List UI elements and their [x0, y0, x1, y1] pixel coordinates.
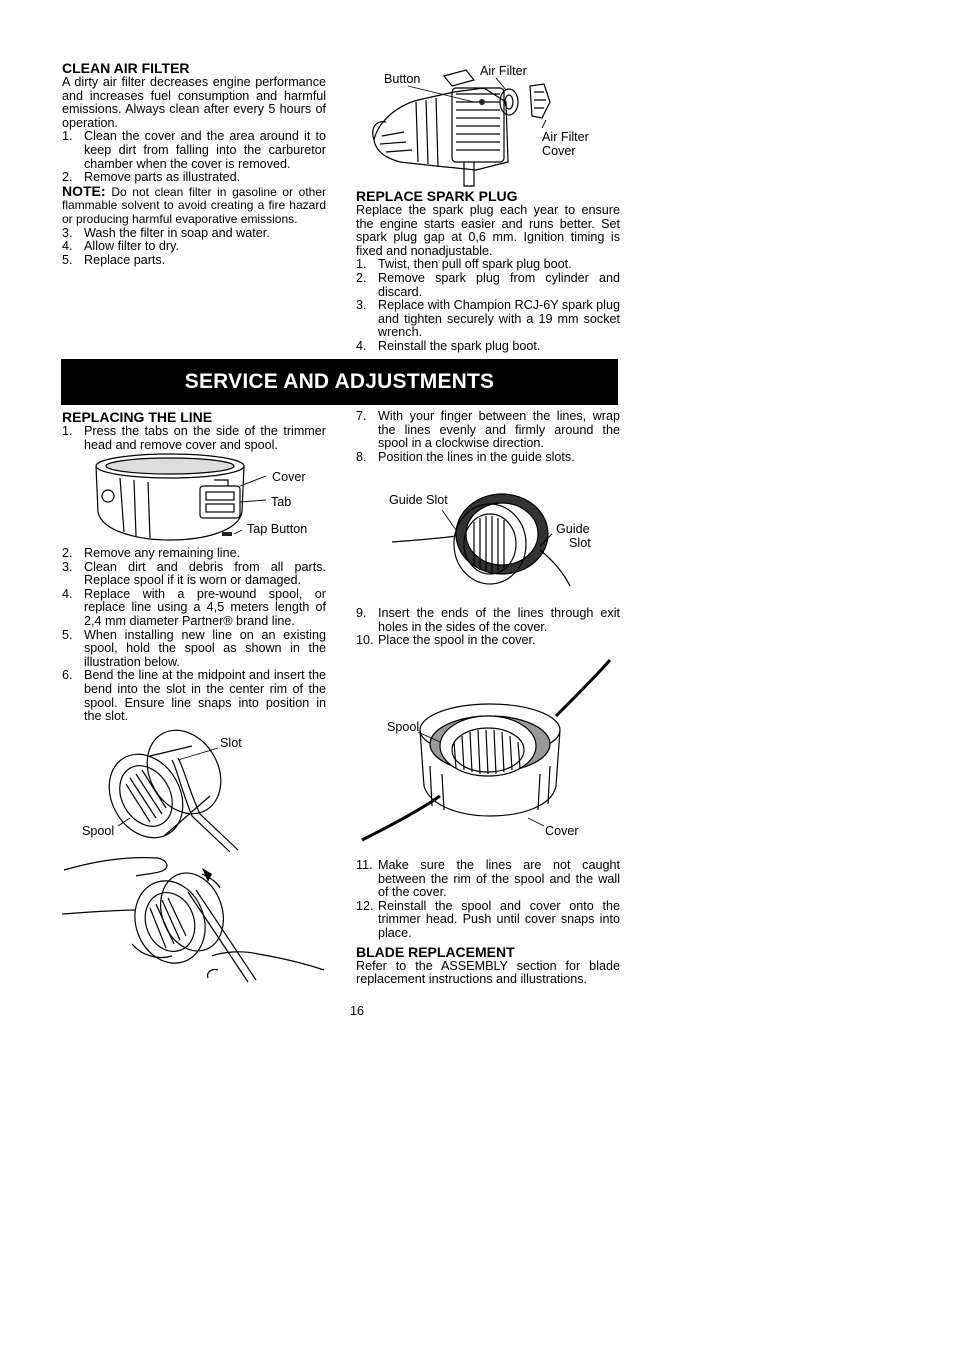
replacing-line-steps-b	[62, 547, 326, 724]
spool-cover-drawing	[360, 656, 620, 846]
replace-spark-plug-steps	[356, 258, 620, 353]
label-guide-slot-right: Guide Slot	[556, 522, 591, 550]
label-guide-slot-left: Guide Slot	[389, 493, 448, 507]
replacing-the-line-section	[62, 410, 326, 452]
replacing-line-steps-9-10	[356, 607, 620, 648]
list-item: 5. Replace parts.	[62, 252, 166, 267]
label-air-filter-cover: Air Filter Cover	[542, 130, 589, 158]
replacing-the-line-heading: REPLACING THE LINE	[62, 409, 213, 425]
spool-cover-illustration	[360, 656, 620, 846]
hands-winding-illustration	[62, 852, 326, 988]
list-item: 6. Bend the line at the midpoint and insert the bend into the slot in the center rim of the spool. Ensure line snaps into position in the slot.	[62, 668, 326, 724]
list-item: 4. Allow filter to dry.	[62, 239, 179, 254]
section-banner	[61, 359, 618, 405]
clean-air-filter-heading: CLEAN AIR FILTER	[62, 60, 190, 76]
list-item: 1. Twist, then pull off spark plug boot.	[356, 257, 572, 272]
replacing-line-steps-11-12	[356, 859, 620, 987]
note-paragraph: NOTE: Do not clean filter in gasoline or other flammable solvent to avoid creating a fire hazard or producing harmful evaporative emissions.	[62, 182, 327, 226]
list-item: 12. Reinstall the spool and cover onto the trimmer head. Push until cover snaps into place.	[356, 898, 620, 940]
list-item: 3. Replace with Champion RCJ-6Y spark plug and tighten securely with a 19 mm socket wrench.	[356, 298, 620, 340]
list-item: 2. Remove parts as illustrated.	[62, 170, 241, 185]
list-item: 8. Position the lines in the guide slots.	[356, 449, 575, 464]
guide-slot-illustration	[388, 486, 620, 598]
label-air-filter: Air Filter	[480, 64, 527, 78]
section-banner-title: SERVICE AND ADJUSTMENTS	[184, 370, 495, 393]
list-item: 4. Reinstall the spark plug boot.	[356, 338, 541, 353]
clean-air-filter-intro: A dirty air filter decreases engine performance and increases fuel consumption and harmful emissions. Always clean after every 5 hours of operation.	[62, 75, 326, 130]
list-item: 2. Remove any remaining line.	[62, 546, 241, 560]
clean-air-filter-steps-a	[62, 130, 326, 184]
air-filter-illustration	[356, 62, 620, 190]
hands-winding-drawing	[62, 852, 326, 988]
clean-air-filter-steps-b	[62, 227, 326, 268]
spool-slot-illustration	[80, 726, 250, 854]
list-item: 9. Insert the ends of the lines through exit holes in the sides of the cover.	[356, 606, 620, 634]
replacing-line-steps-7-8	[356, 410, 620, 464]
list-item: 1. Clean the cover and the area around it to keep dirt from falling into the carburetor chamber when the cover is removed.	[62, 129, 326, 171]
list-item: 4. Replace with a pre-wound spool, or replace line using a 4,5 meters length of 2,4 mm diameter Partner® brand line.	[62, 586, 326, 628]
replacing-line-steps-2-6	[62, 547, 326, 724]
label-button: Button	[384, 72, 421, 86]
label-cover: Cover	[545, 824, 579, 838]
replace-spark-plug-section	[356, 189, 620, 354]
label-spool: Spool	[387, 720, 420, 734]
list-item: 5. When installing new line on an existing spool, hold the spool as shown in the illustration below.	[62, 627, 326, 669]
label-slot: Slot	[220, 736, 242, 750]
label-tap-button: Tap Button	[247, 522, 308, 536]
page-number: 16	[350, 1004, 365, 1018]
list-item: 3. Wash the filter in soap and water.	[62, 225, 270, 240]
list-item: 7. With your finger between the lines, wrap the lines evenly and firmly around the spool in a clockwise direction.	[356, 409, 620, 451]
replacing-line-steps-a	[62, 425, 326, 452]
replacing-line-steps-e	[356, 859, 620, 941]
replacing-line-steps-d	[356, 607, 620, 648]
list-item: 1. Press the tabs on the side of the trimmer head and remove cover and spool.	[62, 424, 326, 452]
trimmer-head-illustration	[90, 452, 326, 544]
list-item: 11. Make sure the lines are not caught between the rim of the spool and the wall of the cover.	[356, 858, 620, 900]
list-item: 2. Remove spark plug from cylinder and discard.	[356, 270, 620, 299]
blade-replacement-heading: BLADE REPLACEMENT	[356, 943, 515, 960]
clean-air-filter-section	[62, 61, 326, 267]
replace-spark-plug-heading: REPLACE SPARK PLUG	[356, 188, 518, 204]
replace-spark-plug-intro: Replace the spark plug each year to ensure the engine starts easier and runs better. Set spark plug gap at 0,6 mm. Ignition timing is fixed and nonadjustable.	[356, 203, 620, 258]
label-cover: Cover	[272, 470, 306, 484]
replacing-line-steps-c	[356, 410, 620, 464]
label-tab: Tab	[271, 495, 292, 509]
list-item: 3. Clean dirt and debris from all parts. Replace spool if it is worn or damaged.	[62, 559, 326, 588]
list-item: 10. Place the spool in the cover.	[356, 633, 536, 648]
blade-replacement-text: Refer to the ASSEMBLY section for blade replacement instructions and illustrations.	[356, 958, 620, 987]
label-spool: Spool	[82, 824, 115, 838]
